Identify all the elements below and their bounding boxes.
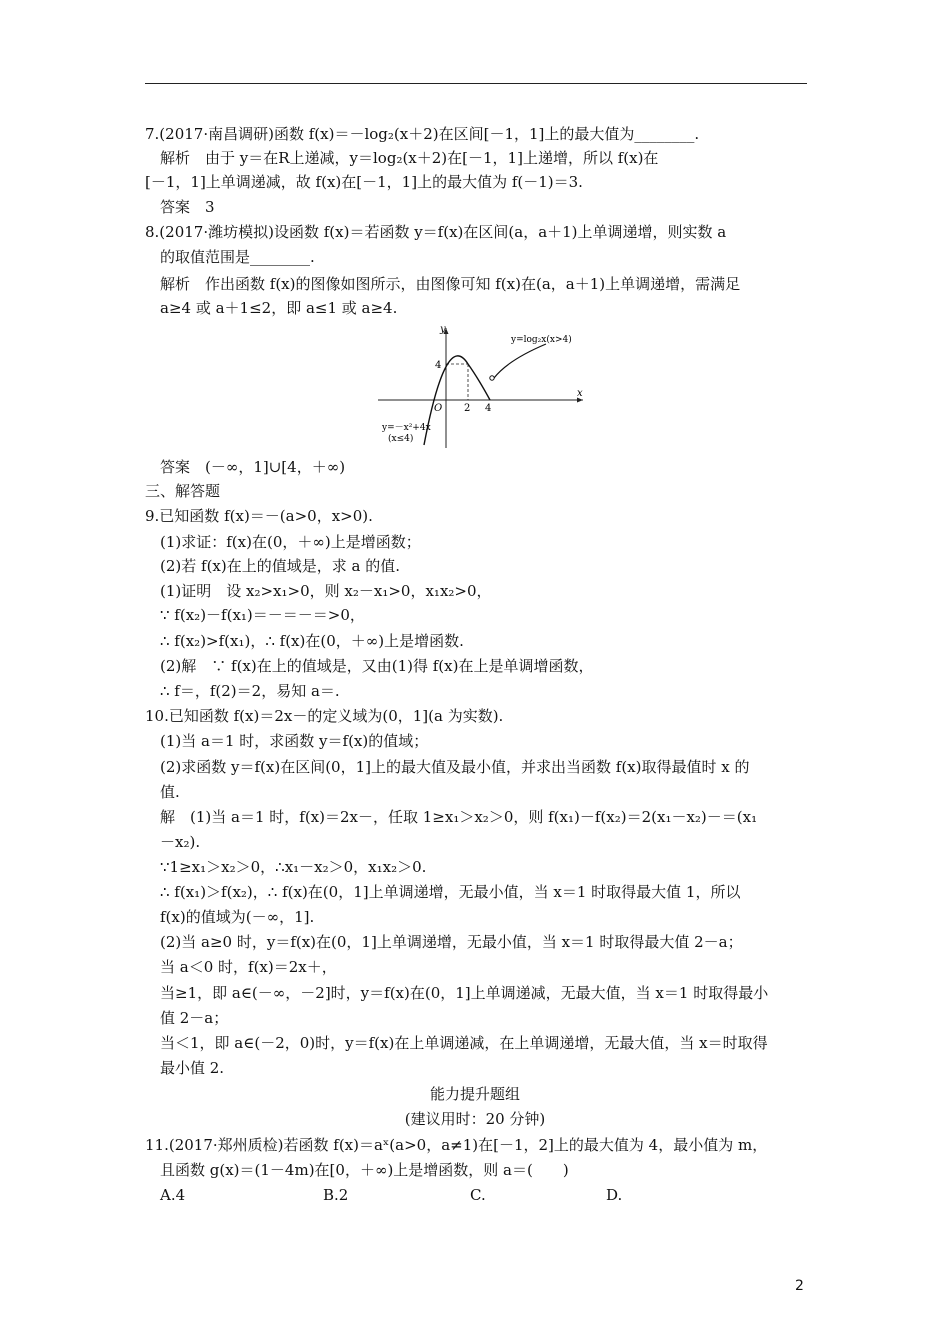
q10-solution-7: 当 a＜0 时，f(x)＝2x＋， [160,958,337,976]
y-tick-4: 4 [435,360,442,371]
q10-solution-11: 最小值 2. [160,1059,225,1077]
section-title: 三、解答题 [145,482,221,500]
q8-stem-2: 的取值范围是________. [160,248,315,266]
log-label: y=log₂x(x>4) [511,335,572,345]
q9-solution-3: ∴ f(x₂)>f(x₁)，∴ f(x)在(0，＋∞)上是增函数. [160,632,464,650]
q10-solution-3: ∵1≥x₁＞x₂＞0，∴x₁－x₂＞0，x₁x₂＞0. [160,858,427,876]
group-subtitle: (建议用时：20 分钟) [404,1110,546,1128]
function-graph [378,320,593,450]
q8-stem-1: 8.(2017·潍坊模拟)设函数 f(x)＝若函数 y＝f(x)在区间(a，a＋1)上单调递增，则实数 a [145,223,727,241]
q10-solution-6: (2)当 a≥0 时，y＝f(x)在(0，1]上单调递增，无最小值，当 x＝1 时取得最大值 2－a； [160,933,743,951]
q8-analysis-1: 解析 作出函数 f(x)的图像如图所示，由图像可知 f(x)在(a，a＋1)上单调递增，需满足 [160,275,741,293]
page-number: 2 [795,1278,804,1294]
q10-stem: 10.已知函数 f(x)＝2x－的定义域为(0，1](a 为实数). [145,707,504,725]
q9-part-2: (2)若 f(x)在上的值域是，求 a 的值. [160,557,400,575]
q9-solution-1: (1)证明 设 x₂>x₁>0，则 x₂－x₁>0，x₁x₂>0， [160,582,492,600]
q10-solution-10: 当＜1，即 a∈(－2，0)时，y＝f(x)在上单调递减，在上单调递增，无最大值，当 x＝时取得 [160,1034,768,1052]
q8-answer: 答案 (－∞，1]∪[4，＋∞) [160,458,346,476]
q7-analysis-2: [－1，1]上单调递减，故 f(x)在[－1，1]上的最大值为 f(－1)＝3. [145,173,583,191]
q11-option-c: C. [470,1186,486,1204]
y-axis-label: y [440,324,446,335]
q7-analysis-1: 解析 由于 y＝在R上递减，y＝log₂(x＋2)在[－1，1]上递增，所以 f(x)在 [160,149,659,167]
q9-solution-2: ∵ f(x₂)－f(x₁)＝－＝－＝>0， [160,606,365,624]
q9-solution-4: (2)解 ∵ f(x)在上的值域是，又由(1)得 f(x)在上是单调增函数， [160,657,594,675]
q10-solution-2: －x₂). [160,833,201,851]
q11-stem-1: 11.(2017·郑州质检)若函数 f(x)＝aˣ(a>0，a≠1)在[－1，2]上的最大值为 4，最小值为 m， [145,1136,768,1154]
header-rule [145,83,807,84]
q10-solution-8: 当≥1，即 a∈(－∞，－2]时，y＝f(x)在(0，1]上单调递减，无最大值，当 x＝1 时取得最小 [160,984,769,1002]
q10-part-2-1: (2)求函数 y＝f(x)在区间(0，1]上的最大值及最小值，并求出当函数 f(x)取得最值时 x 的 [160,758,750,776]
q7-answer: 答案 3 [160,198,215,216]
q10-solution-9: 值 2－a； [160,1009,229,1027]
q7-stem: 7.(2017·南昌调研)函数 f(x)＝－log₂(x＋2)在区间[－1，1]上的最大值为________. [145,125,700,143]
q10-solution-1: 解 (1)当 a＝1 时，f(x)＝2x－，任取 1≥x₁＞x₂＞0，则 f(x₁)－f(x₂)＝2(x₁－x₂)－＝(x₁ [160,808,758,826]
q10-solution-5: f(x)的值域为(－∞，1]. [160,908,315,926]
q11-option-b: B.2 [323,1186,349,1204]
q11-option-d: D. [606,1186,623,1204]
quad-label-1: y=－x²+4x [382,423,431,433]
q11-stem-2: 且函数 g(x)＝(1－4m)在[0，＋∞)上是增函数，则 a＝( ) [160,1161,569,1179]
q9-stem: 9.已知函数 f(x)＝－(a>0，x>0). [145,507,373,525]
open-point-icon [490,376,494,380]
quad-label-2: (x≤4) [388,434,414,444]
q10-part-1: (1)当 a＝1 时，求函数 y＝f(x)的值域； [160,732,429,750]
log-curve [494,344,546,378]
x-axis-label: x [577,388,583,399]
q9-solution-5: ∴ f＝，f(2)＝2，易知 a＝. [160,682,340,700]
group-title: 能力提升题组 [429,1085,520,1103]
q10-solution-4: ∴ f(x₁)＞f(x₂)，∴ f(x)在(0，1]上单调递增，无最小值，当 x＝1 时取得最大值 1，所以 [160,883,741,901]
x-tick-2: 2 [464,403,471,414]
q10-part-2-2: 值. [160,783,180,801]
x-tick-4: 4 [485,403,492,414]
q11-option-a: A.4 [160,1186,186,1204]
q8-analysis-2: a≥4 或 a＋1≤2，即 a≤1 或 a≥4. [160,299,398,317]
q9-part-1: (1)求证：f(x)在(0，＋∞)上是增函数； [160,533,421,551]
origin-label: O [434,403,443,414]
